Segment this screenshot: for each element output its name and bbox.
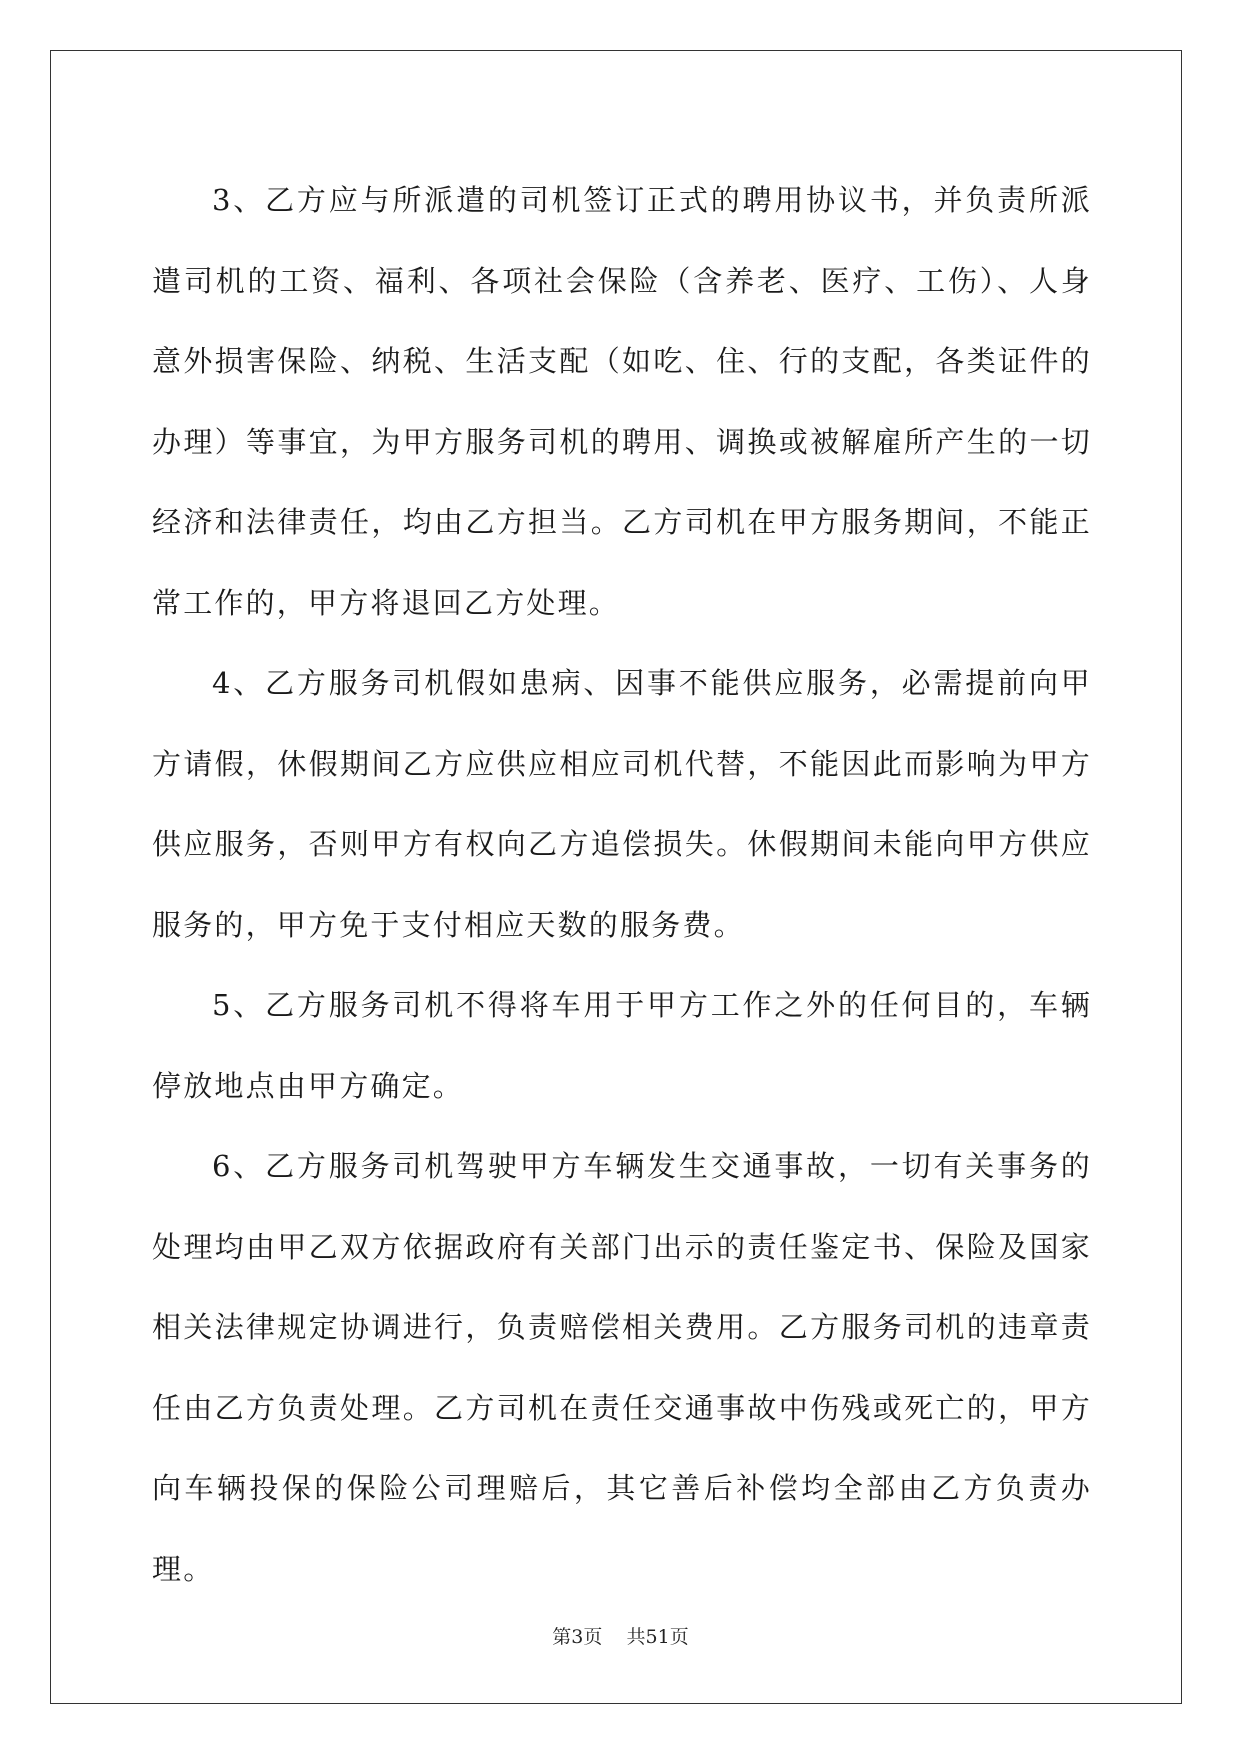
page-number: 第3页	[552, 1626, 603, 1648]
paragraph-5: 5、乙方服务司机不得将车用于甲方工作之外的任何目的，车辆停放地点由甲方确定。	[152, 988, 1092, 1103]
paragraph-4: 4、乙方服务司机假如患病、因事不能供应服务，必需提前向甲方请假，休假期间乙方应供应相应司机代替，不能因此而影响为甲方供应服务，否则甲方有权向乙方追偿损失。休假期间未能向甲方供应服务的，甲方免于支付相应天数的服务费。	[152, 666, 1092, 942]
document-body	[152, 160, 1092, 1609]
total-pages: 共51页	[626, 1626, 689, 1648]
paragraph-6: 6、乙方服务司机驾驶甲方车辆发生交通事故，一切有关事务的处理均由甲乙双方依据政府有关部门出示的责任鉴定书、保险及国家相关法律规定协调进行，负责赔偿相关费用。乙方服务司机的违章责任由乙方负责处理。乙方司机在责任交通事故中伤残或死亡的，甲方向车辆投保的保险公司理赔后，其它善后补偿均全部由乙方负责办理。	[152, 1149, 1092, 1586]
page-footer	[0, 1622, 1241, 1649]
paragraph-3: 3、乙方应与所派遣的司机签订正式的聘用协议书，并负责所派遣司机的工资、福利、各项社会保险（含养老、医疗、工伤）、人身意外损害保险、纳税、生活支配（如吃、住、行的支配，各类证件的办理）等事宜，为甲方服务司机的聘用、调换或被解雇所产生的一切经济和法律责任，均由乙方担当。乙方司机在甲方服务期间，不能正常工作的，甲方将退回乙方处理。	[152, 183, 1092, 620]
